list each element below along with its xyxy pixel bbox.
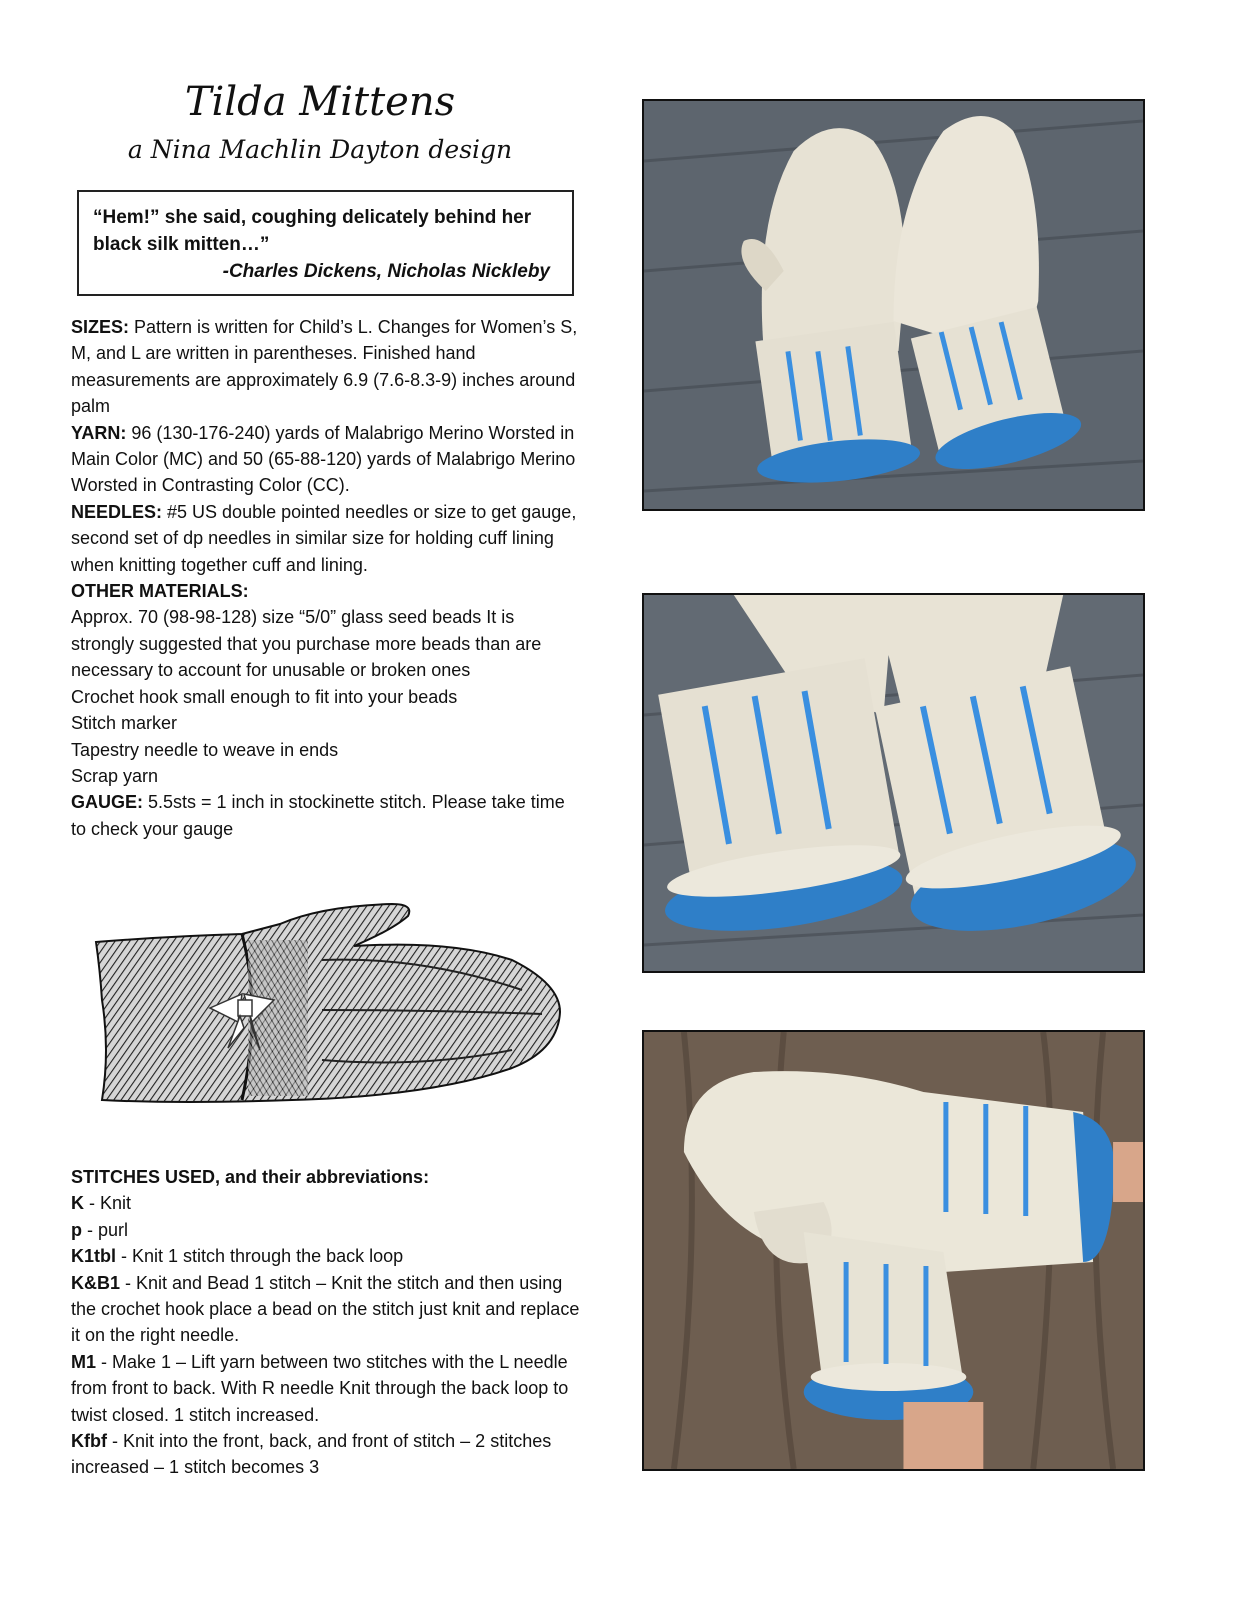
cuff-photo-icon (644, 595, 1143, 971)
materials-item: Crochet hook small enough to fit into your beads (71, 686, 458, 707)
yarn-label: YARN: (71, 422, 127, 443)
page-title: Tilda Mittens (184, 79, 456, 125)
stitch-desc: - Knit and Bead 1 stitch – Knit the stitch and then using the crochet hook place a bead on the stitch just knit and replace it on the right needle. (71, 1272, 580, 1346)
gauge-text: 5.5sts = 1 inch in stockinette stitch. Please take time to check your gauge (71, 792, 565, 839)
gauge-label: GAUGE: (71, 792, 143, 813)
sizes-label: SIZES: (71, 317, 130, 337)
stitch-desc: - Make 1 – Lift yarn between two stitches with the L needle from front to back. With R needle Knit through the back loop to twist closed. 1 stitch increased. (71, 1351, 569, 1425)
stitches-heading: STITCHES USED, and their abbreviations: (71, 1167, 430, 1187)
bark-photo-icon (644, 1032, 1143, 1469)
photo-cuff-closeup (642, 593, 1145, 973)
mittens-photo-icon (644, 101, 1143, 509)
stitch-item (71, 1349, 581, 1428)
yarn-paragraph (71, 420, 581, 499)
stitches-section (71, 1164, 581, 1481)
stitch-item (71, 1190, 581, 1216)
stitch-abbr: p (71, 1219, 82, 1240)
sizes-paragraph (71, 314, 581, 420)
page-subtitle: a Nina Machlin Dayton design (127, 135, 513, 164)
stitch-abbr: Kfbf (71, 1431, 107, 1452)
stitch-item (71, 1217, 581, 1243)
vintage-mitten-engraving (92, 900, 564, 1125)
sizes-text: Pattern is written for Child’s L. Changes for Women’s S, M, and L are written in parentheses. Finished hand measurements are approximately 6.9 (7.6-8.3-9) inches around palm (71, 317, 578, 417)
photo-mitten-on-bark (642, 1030, 1145, 1471)
other-materials-label: OTHER MATERIALS: (71, 581, 249, 602)
materials-item: Stitch marker (71, 713, 178, 734)
needles-label: NEEDLES: (71, 501, 163, 522)
needles-text: #5 US double pointed needles or size to get gauge, second set of dp needles in similar size for holding cuff lining when knitting together cuff and lining. (71, 501, 577, 575)
stitch-item (71, 1428, 581, 1481)
stitch-abbr: K1tbl (71, 1246, 116, 1267)
materials-item: Approx. 70 (98-98-128) size “5/0” glass seed beads It is strongly suggested that you purchase more beads than are necessary to account for unusable or broken ones (71, 607, 542, 681)
stitch-desc: - Knit 1 stitch through the back loop (116, 1246, 404, 1267)
pattern-specs (71, 314, 581, 842)
quote-text: “Hem!” she said, coughing delicately behind her black silk mitten…” (93, 207, 532, 255)
stitch-item (71, 1270, 581, 1349)
needles-paragraph (71, 499, 581, 578)
mitten-engraving-icon (92, 900, 564, 1125)
stitch-desc: - Knit into the front, back, and front of stitch – 2 stitches increased – 1 stitch becomes 3 (71, 1431, 552, 1478)
stitch-abbr: K&B1 (71, 1272, 121, 1293)
yarn-text: 96 (130-176-240) yards of Malabrigo Merino Worsted in Main Color (MC) and 50 (65-88-120) yards of Malabrigo Merino Worsted in Contrasting Color (CC). (71, 422, 576, 496)
stitch-item (71, 1243, 581, 1269)
materials-item: Scrap yarn (71, 765, 159, 786)
quote-box (77, 190, 574, 296)
quote-attribution: -Charles Dickens, Nicholas Nickleby (222, 261, 550, 282)
gauge-paragraph (71, 789, 581, 842)
materials-item: Tapestry needle to weave in ends (71, 739, 339, 760)
stitch-desc: - Knit (84, 1193, 132, 1214)
stitch-abbr: M1 (71, 1351, 97, 1372)
stitch-desc: - purl (82, 1219, 129, 1240)
stitch-abbr: K (71, 1193, 84, 1214)
photo-mittens-on-wood (642, 99, 1145, 511)
